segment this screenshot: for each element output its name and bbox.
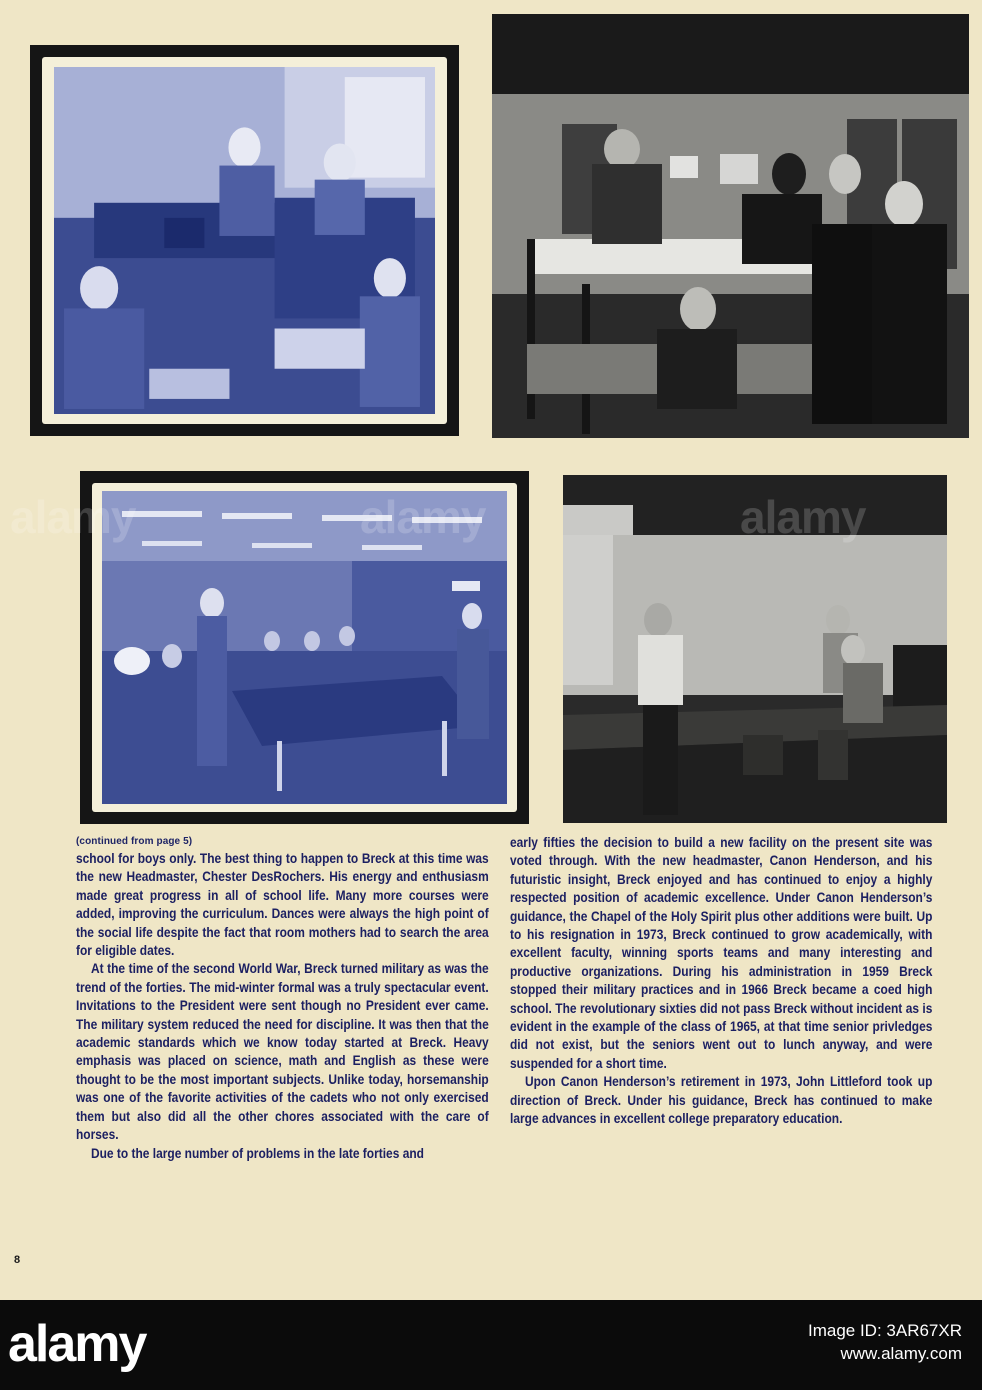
paragraph: At the time of the second World War, Breck turned military as was the trend of the forties. The mid-winter formal was a truly spectacular event. Invitations to the President were sent though no President ever came. The military system reduced the need for discipline. It was then that the academic standards which we know today started at Breck. Heavy emphasis was placed on science, math and English as these were thought to be the most important subjects. Unlike today, horsemanship was one of the favorite activities of the cadets who not only exercised them but also did all the other chores associated with the care of horses. xyxy=(76,961,489,1143)
stock-footer-banner xyxy=(0,1300,982,1390)
paragraph: early fifties the decision to build a new facility on the present site was voted through. With the new headmaster, Canon Henderson, and his futuristic insight, Breck enjoyed and has continued to enjoy a highly respected position of academic excellence. Under Canon Henderson’s guidance, the Chapel of the Holy Spirit plus other additions were built. Up to his resignation in 1973, Breck continued to grow academically, with excellent faculty, winning sports teams and many interesting and productive organizations. During his administration in 1959 Breck stopped their military practices and in 1966 Breck became a coed high school. The revolutionary sixties did not pass Breck without incident as is evident in the example of the class of 1965, at that time senior privledges did not exist, but the seniors went out to lunch anyway, and were suspended for a short time. xyxy=(510,835,933,1071)
photo-image xyxy=(492,14,969,438)
paragraph: Upon Canon Henderson’s retirement in 1973, John Littleford took up direction of Breck. Under his guidance, Breck has continued to make large advances in excellent college preparatory education. xyxy=(510,1074,933,1127)
paragraph: Due to the large number of problems in the late forties and xyxy=(90,1145,424,1161)
article-column-right xyxy=(510,834,932,1129)
page-number: 8 xyxy=(14,1254,21,1266)
paragraph: school for boys only. The best thing to happen to Breck at this time was the new Headmaster, Chester DesRochers. His energy and enthusiasm made great progress in all of school life. Many more courses were added, improving the curriculum. Dances were always the high point of the social life despite the fact that room mothers had to search the area for eligible dates. xyxy=(76,851,489,959)
site-url[interactable]: www.alamy.com xyxy=(840,1344,962,1363)
photo-image xyxy=(102,491,507,804)
article-column-left xyxy=(76,850,489,1163)
photo-cadets-dorm-room xyxy=(30,45,459,436)
photo-image xyxy=(54,67,435,414)
continued-note: (continued from page 5) xyxy=(76,836,193,847)
photo-image xyxy=(563,475,947,823)
alamy-logo: alamy xyxy=(8,1315,146,1373)
photo-students-shuffleboard xyxy=(563,475,947,823)
photo-cadets-table-tennis xyxy=(80,471,529,824)
image-id: Image ID: 3AR67XR xyxy=(807,1321,962,1340)
photo-students-bunk-beds xyxy=(492,14,969,438)
